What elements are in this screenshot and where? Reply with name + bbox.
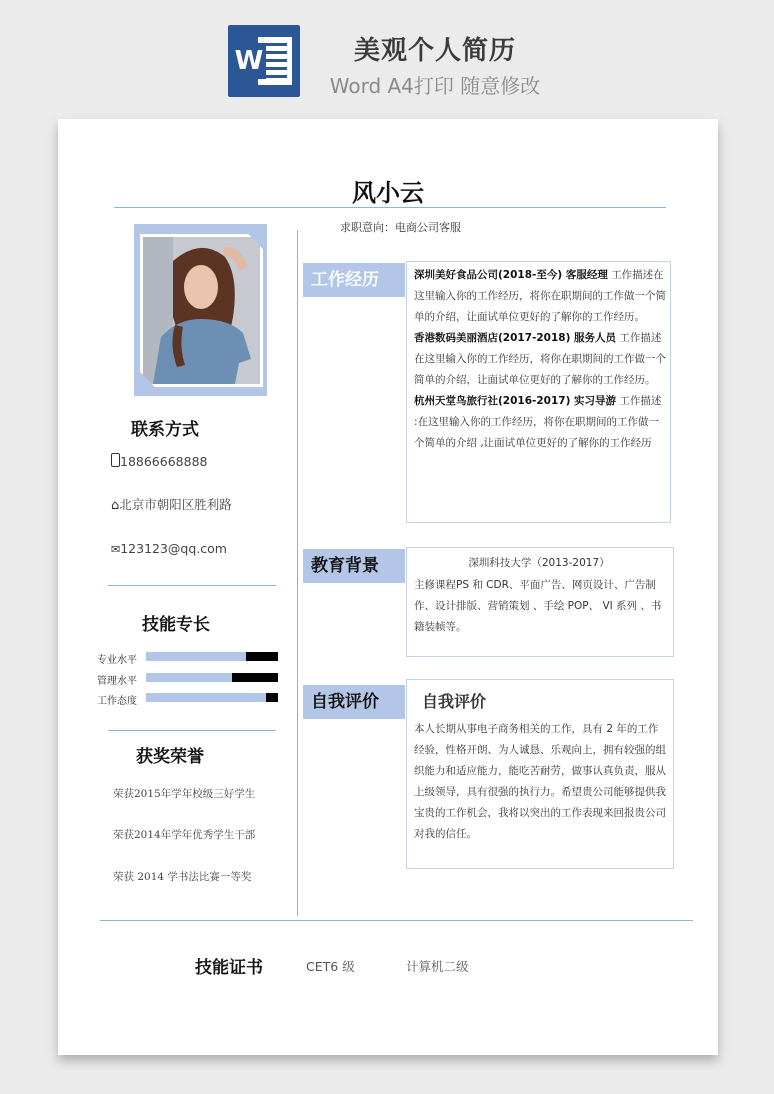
self-eval-text: 本人长期从事电子商务相关的工作，具有 2 年的工作经验，性格开朗、为人诚恳、乐观向上，拥有较强的组织能力和适应能力，能吃苦耐劳，做事认真负责，服从上级领导，具有很强的执行力。希望贵公司能够提供我宝贵的工作机会，我将以突出的工作表现来回报贵公司对我的信任。 [414, 723, 666, 840]
address-row [111, 495, 232, 513]
phone-row [111, 453, 207, 469]
work-entry: 深圳美好食品公司(2018-至今) 客服经理 工作描述在这里输入你的工作经历，将你在职期间的工作做一个简单的介绍，让面试单位更好的了解你的工作经历。 [414, 269, 666, 323]
skill-bar-level [266, 693, 278, 702]
skill-bar-level [232, 673, 278, 682]
profile-photo [140, 234, 263, 387]
skill-bar-level [246, 652, 278, 661]
work-entry: 香港数码美丽酒店(2017-2018) 服务人员 工作描述在这里输入你的工作经历，将你在职期间的工作做一个简单的介绍，让面试单位更好的了解你的工作经历。 [414, 332, 666, 386]
skill-label: 专业水平 [97, 655, 137, 666]
email: 123123@qq.com [120, 541, 227, 556]
phone-number: 18866668888 [120, 454, 208, 469]
address: 北京市朝阳区胜利路 [119, 497, 232, 512]
education-section-badge: 教育背景 [303, 549, 405, 583]
email-row [111, 541, 227, 556]
work-entry: 杭州天堂鸟旅行社(2016-2017) 实习导游 工作描述 :在这里输入你的工作经历，将你在职期间的工作做一个简单的介绍 ,让面试单位更好的了解你的工作经历 [414, 395, 662, 449]
skill-bar [146, 693, 278, 702]
awards-title: 获奖荣誉 [136, 747, 204, 767]
contact-title: 联系方式 [131, 420, 199, 440]
courses: 主修课程PS 和 CDR、平面广告、网页设计、广告制作、设计排版、营销策划 、手绘 POP、 VI 系列 、书籍装帧等。 [414, 579, 662, 633]
banner-subtitle: Word A4打印 随意修改 [329, 74, 541, 98]
job-intent: 求职意向：电商公司客服 [340, 221, 461, 234]
banner-title: 美观个人简历 [353, 36, 516, 66]
skill-label: 工作态度 [97, 696, 137, 707]
home-icon: ⌂ [111, 498, 120, 513]
divider [108, 585, 276, 586]
self-eval-heading: 自我评价 [422, 692, 487, 711]
skill-label: 管理水平 [97, 676, 137, 687]
divider [114, 207, 666, 208]
work-section-badge: 工作经历 [303, 263, 405, 297]
skills-title: 技能专长 [142, 615, 210, 635]
mail-icon: ✉ [111, 543, 121, 556]
work-entries [414, 265, 666, 454]
cert-item: 计算机二级 [406, 959, 469, 974]
resume-name: 风小云 [352, 179, 424, 207]
divider [100, 920, 693, 921]
word-logo-icon: W [228, 25, 300, 97]
column-divider [297, 230, 298, 916]
self-eval-section-badge: 自我评价 [303, 685, 405, 719]
award-item: 荣获 2014 学书法比赛一等奖 [113, 871, 252, 883]
certs-title: 技能证书 [195, 958, 263, 978]
award-item: 荣获2014年学年优秀学生干部 [113, 829, 256, 841]
award-item: 荣获2015年学年校级三好学生 [113, 788, 256, 800]
resume-page [58, 119, 718, 1055]
divider [108, 730, 276, 731]
skill-bar [146, 652, 278, 661]
school: 深圳科技大学（2013-2017） [468, 557, 610, 569]
phone-icon [111, 453, 120, 467]
skill-bar [146, 673, 278, 682]
cert-item: CET6 级 [306, 959, 355, 974]
